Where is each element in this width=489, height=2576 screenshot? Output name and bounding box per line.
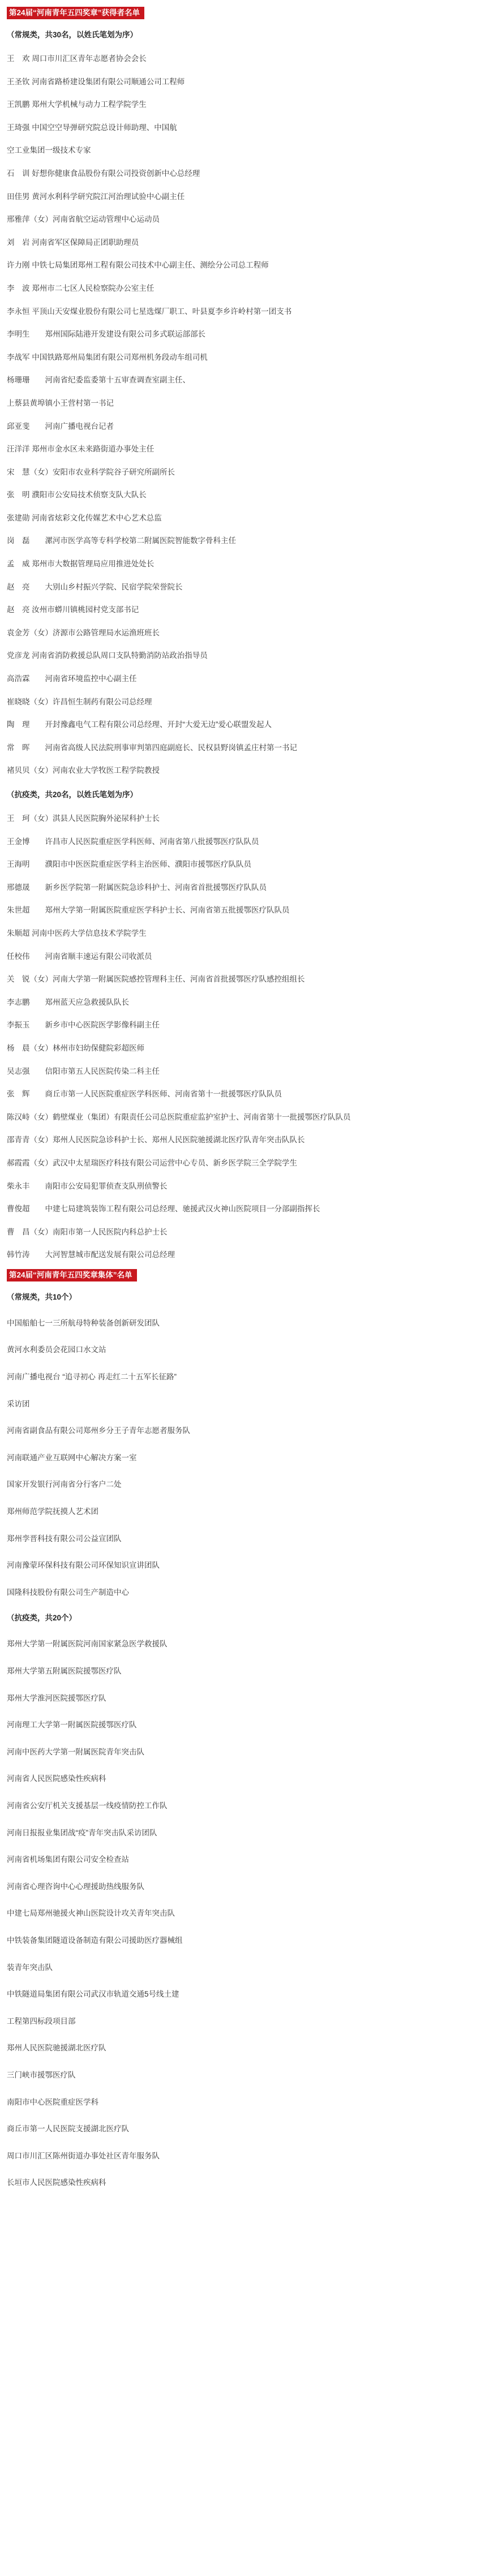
recipient-row: 王凯鹏 郑州大学机械与动力工程学院学生 xyxy=(7,100,147,109)
collective-row: 河南省心理咨询中心心理援助热线服务队 xyxy=(7,1882,144,1891)
recipient-row: 任校伟 河南省顺丰速运有限公司收派员 xyxy=(7,952,152,961)
recipient-row: 李 波 郑州市二七区人民检察院办公室主任 xyxy=(7,283,155,293)
collective-row: 中铁装备集团隧道设备制造有限公司援助医疗器械组 xyxy=(7,1936,183,1945)
recipient-row: 上蔡县黄埠镇小王营村第一书记 xyxy=(7,398,114,407)
recipient-row: 宋 慧（女）安阳市农业科学院谷子研究所副所长 xyxy=(7,467,175,476)
collective-row: 长垣市人民医院感染性疾病科 xyxy=(7,2178,106,2187)
recipient-row: 许力刚 中铁七局集团郑州工程有限公司技术中心副主任、测绘分公司总工程师 xyxy=(7,261,269,270)
collective-row: 郑州大学第一附属医院河南国家紧急医学救援队 xyxy=(7,1640,168,1649)
recipient-row: 朱顺超 河南中医药大学信息技术学院学生 xyxy=(7,928,147,937)
collective-row: 郑州人民医院驰援湖北医疗队 xyxy=(7,2044,106,2053)
collective-row: 工程第四标段项目部 xyxy=(7,2016,76,2025)
collective-row: 河南省机场集团有限公司安全检查站 xyxy=(7,1855,129,1864)
collective-general-heading: （常规类，共10个） xyxy=(7,1292,77,1301)
recipient-row: 袁金芳（女）济源市公路管理局水运渔班班长 xyxy=(7,628,160,637)
recipient-row: 邢德晟 新乡医学院第一附属医院急诊科护士、河南省首批援鄂医疗队队员 xyxy=(7,883,267,892)
recipient-row: 崔晓晓（女）许昌恒生制药有限公司总经理 xyxy=(7,697,152,706)
recipient-row: 李志鹏 郑州蓝天应急救援队队长 xyxy=(7,997,129,1007)
collective-row: 河南日报报业集团战“疫”青年突击队采访团队 xyxy=(7,1828,157,1837)
recipient-row: 韩竹涛 大河智慧城市配送发展有限公司总经理 xyxy=(7,1250,175,1259)
recipient-row: 党彦龙 河南省消防救援总队周口支队特勤消防站政治指导员 xyxy=(7,651,208,660)
recipient-row: 刘 岩 河南省军区保障局正团职助理员 xyxy=(7,238,139,247)
collective-row: 装青年突击队 xyxy=(7,1963,53,1972)
recipient-row: 高浩霖 河南省环境监控中心副主任 xyxy=(7,674,137,683)
recipient-row: 张 辉 商丘市第一人民医院重症医学科医师、河南省第十一批援鄂医疗队队员 xyxy=(7,1090,282,1099)
collective-row: 采访团 xyxy=(7,1399,30,1408)
recipient-row: 张建勋 河南省炫彩文化传媒艺术中心艺术总监 xyxy=(7,513,162,522)
recipient-row: 李战军 中国铁路郑州局集团有限公司郑州机务段动车组司机 xyxy=(7,352,208,362)
recipient-row: 李明生 郑州国际陆港开发建设有限公司多式联运部部长 xyxy=(7,330,205,339)
collective-row: 国隆科技股份有限公司生产制造中心 xyxy=(7,1588,129,1597)
fight-recipient-list xyxy=(7,807,482,1267)
collective-row: 郑州师范学院抚摸人艺术团 xyxy=(7,1507,98,1516)
collective-row: 河南中医药大学第一附属医院青年突击队 xyxy=(7,1747,144,1756)
general-recipient-list xyxy=(7,48,482,782)
recipient-row: 石 训 好想你健康食品股份有限公司投资创新中心总经理 xyxy=(7,169,200,178)
fight-category-heading: （抗疫类，共20名，以姓氏笔划为序） xyxy=(7,790,138,799)
recipient-row: 王海明 濮阳市中医医院重症医学科主治医师、濮阳市援鄂医疗队队员 xyxy=(7,860,251,869)
collective-row: 郑州大学淮河医院援鄂医疗队 xyxy=(7,1693,106,1702)
recipient-row: 褚贝贝（女）河南农业大学牧医工程学院教授 xyxy=(7,766,160,775)
recipient-row: 赵 亮 大别山乡村振兴学院、民宿学院荣誉院长 xyxy=(7,582,183,591)
collective-row: 中建七局郑州驰援火神山医院设计攻关青年突击队 xyxy=(7,1909,175,1918)
collective-row: 河南理工大学第一附属医院援鄂医疗队 xyxy=(7,1721,137,1730)
collective-general-list xyxy=(7,1310,482,1606)
collective-row: 河南联通产业互联网中心解决方案一室 xyxy=(7,1453,137,1462)
recipient-row: 邱亚斐 河南广播电视台记者 xyxy=(7,422,114,431)
award-list-banner: 第24届“河南青年五四奖章”获得者名单 xyxy=(7,7,144,19)
recipient-row: 孟 威 郑州市大数据管理局应用推进处处长 xyxy=(7,560,155,569)
recipient-row: 李振玉 新乡市中心医院医学影像科副主任 xyxy=(7,1021,160,1030)
collective-row: 周口市川汇区陈州街道办事处社区青年服务队 xyxy=(7,2151,160,2160)
recipient-row: 王圣钦 河南省路桥建设集团有限公司顺通公司工程师 xyxy=(7,77,185,86)
general-category-heading: （常规类，共30名，以姓氏笔划为序） xyxy=(7,31,138,39)
recipient-row: 常 晖 河南省高级人民法院刑事审判第四庭副庭长、民权县野岗镇孟庄村第一书记 xyxy=(7,743,297,752)
recipient-row: 陈汉峙（女）鹤壁煤业（集团）有限责任公司总医院重症监护室护士、河南省第十一批援鄂医疗队队员 xyxy=(7,1112,351,1121)
collective-row: 商丘市第一人民医院支援湖北医疗队 xyxy=(7,2125,129,2134)
recipient-row: 关 锐（女）河南大学第一附属医院感控管理科主任、河南省首批援鄂医疗队感控组组长 xyxy=(7,975,305,984)
recipient-row: 汪洋洋 郑州市金水区未来路街道办事处主任 xyxy=(7,445,155,454)
collective-row: 国家开发银行河南省分行客户二处 xyxy=(7,1480,122,1489)
recipient-row: 曹 昌（女）南阳市第一人民医院内科总护士长 xyxy=(7,1227,168,1236)
recipient-row: 柴永丰 南阳市公安局犯罪侦查支队刑侦警长 xyxy=(7,1181,168,1190)
recipient-row: 王 珂（女）淇县人民医院胸外泌尿科护士长 xyxy=(7,814,160,823)
recipient-row: 陶 理 开封豫鑫电气工程有限公司总经理、开封“大爱无边”爱心联盟发起人 xyxy=(7,720,272,729)
collective-fight-list xyxy=(7,1631,482,2196)
collective-row: 郑州大学第五附属医院援鄂医疗队 xyxy=(7,1667,122,1675)
recipient-row: 岗 磊 漯河市医学高等专科学校第二附属医院智能数字骨科主任 xyxy=(7,536,236,545)
recipient-row: 王 欢 周口市川汇区青年志愿者协会会长 xyxy=(7,54,147,63)
collective-fight-heading: （抗疫类，共20个） xyxy=(7,1614,77,1623)
collective-row: 河南广播电视台 “追寻初心 再走红二十五军长征路” xyxy=(7,1373,177,1382)
recipient-row: 张 明 濮阳市公安局技术侦察支队大队长 xyxy=(7,491,147,500)
collective-row: 河南省副食品有限公司郑州乡分王子青年志愿者服务队 xyxy=(7,1426,190,1435)
collective-row: 河南省人民医院感染性疾病科 xyxy=(7,1774,106,1783)
recipient-row: 郝霞霞（女）武汉中太星瑞医疗科技有限公司运营中心专员、新乡医学院三全学院学生 xyxy=(7,1158,297,1167)
recipient-row: 曹俊超 中建七局建筑装饰工程有限公司总经理、驰援武汉火神山医院项目一分部副指挥长 xyxy=(7,1205,320,1214)
collective-list-banner: 第24届“河南青年五四奖章集体”名单 xyxy=(7,1269,137,1281)
recipient-row: 田佳男 黄河水利科学研究院江河治理试验中心副主任 xyxy=(7,192,185,201)
recipient-row: 邢雅萍（女）河南省航空运动管理中心运动员 xyxy=(7,215,160,224)
recipient-row: 王金博 许昌市人民医院重症医学科医师、河南省第八批援鄂医疗队队员 xyxy=(7,837,259,846)
collective-row: 河南豫蒙环保科技有限公司环保知识宣讲团队 xyxy=(7,1561,160,1570)
recipient-row: 杨珊珊 河南省纪委监委第十五审查调查室副主任、 xyxy=(7,376,190,385)
collective-row: 河南省公安厅机关支援基层一线疫情防控工作队 xyxy=(7,1801,168,1810)
collective-row: 南阳市中心医院重症医学科 xyxy=(7,2097,98,2106)
collective-row: 中国船舶七一三所航母特种装备创新研发团队 xyxy=(7,1318,160,1327)
collective-row: 黄河水利委员会花园口水文站 xyxy=(7,1345,106,1354)
recipient-row: 王琦强 中国空空导弹研究院总设计师助理、中国航 xyxy=(7,123,177,132)
recipient-row: 李永恒 平顶山天安煤业股份有限公司七星选煤厂职工、叶县夏李乡许岭村第一团支书 xyxy=(7,307,292,316)
recipient-row: 杨 晨（女）林州市妇幼保健院彩超医师 xyxy=(7,1043,144,1052)
recipient-row: 赵 亮 汝州市蟒川镇桃园村党支部书记 xyxy=(7,605,139,614)
recipient-row: 朱世超 郑州大学第一附属医院重症医学科护士长、河南省第五批援鄂医疗队队员 xyxy=(7,906,290,915)
recipient-row: 空工业集团一级技术专家 xyxy=(7,146,91,155)
collective-row: 三门峡市援鄂医疗队 xyxy=(7,2070,76,2079)
recipient-row: 邵青青（女）郑州人民医院急诊科护士长、郑州人民医院驰援湖北医疗队青年突击队队长 xyxy=(7,1136,305,1145)
recipient-row: 吴志强 信阳市第五人民医院传染二科主任 xyxy=(7,1066,160,1076)
collective-row: 郑州孪晋科技有限公司公益宣团队 xyxy=(7,1534,122,1543)
collective-row: 中铁隧道局集团有限公司武汉市轨道交通5号线土建 xyxy=(7,1990,179,1999)
